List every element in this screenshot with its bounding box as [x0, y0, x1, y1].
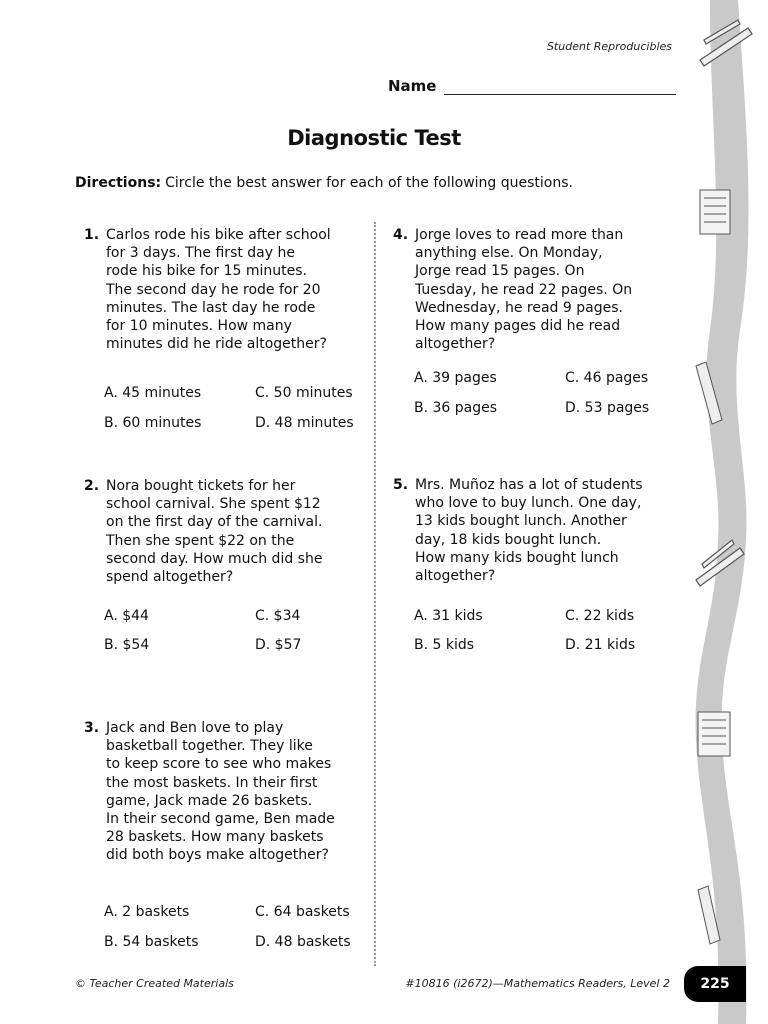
answer-option[interactable]: D. 53 pages: [565, 400, 650, 416]
question-number: 3.: [84, 720, 100, 736]
column-divider: [374, 222, 376, 966]
question-number: 4.: [393, 227, 409, 243]
answer-option[interactable]: B. 60 minutes: [104, 415, 202, 431]
answer-option[interactable]: D. 48 minutes: [255, 415, 354, 431]
question-text: Mrs. Muñoz has a lot of students who love to buy lunch. One day, 13 kids bought lunch. Another day, 18 kids bought lunch. How many kids bought lunch altogether?: [415, 477, 643, 585]
answer-option[interactable]: C. 22 kids: [565, 608, 635, 624]
header-label: Student Reproducibles: [546, 40, 672, 53]
answer-option[interactable]: B. 5 kids: [414, 637, 475, 653]
directions: [75, 175, 573, 191]
question-number: 1.: [84, 227, 100, 243]
footer-series: #10816 (i2672)—Mathematics Readers, Level 2: [405, 977, 670, 990]
answer-option[interactable]: C. 64 baskets: [255, 904, 350, 920]
name-label: Name: [388, 77, 437, 95]
answer-option[interactable]: A. 45 minutes: [104, 385, 202, 401]
answer-option[interactable]: A. $44: [104, 608, 149, 624]
question-number: 2.: [84, 478, 100, 494]
answer-option[interactable]: C. $34: [255, 608, 301, 624]
decorative-sidebar: [688, 0, 768, 1024]
question-text: Jack and Ben love to play basketball together. They like to keep score to see who makes the most baskets. In their first game, Jack made 26 baskets. In their second game, Ben made 28 baskets. How many baskets did both boys make altogether?: [106, 720, 335, 864]
question-text: Jorge loves to read more than anything else. On Monday, Jorge read 15 pages. On Tuesday, he read 22 pages. On Wednesday, he read 9 pages. How many pages did he read altogether?: [415, 227, 633, 353]
wavy-ribbon-shape: [696, 0, 749, 1024]
answer-option[interactable]: D. 48 baskets: [255, 934, 351, 950]
answer-option[interactable]: A. 2 baskets: [104, 904, 190, 920]
notebook-icon: [700, 190, 730, 234]
name-field[interactable]: [388, 77, 676, 95]
answer-option[interactable]: D. 21 kids: [565, 637, 636, 653]
notebook-icon: [698, 712, 730, 756]
page-number-badge: 225: [684, 966, 746, 1002]
question-text: Nora bought tickets for her school carnival. She spent $12 on the first day of the carnival. Then she spent $22 on the second day. How much did she spend altogether?: [106, 478, 323, 586]
answer-option[interactable]: D. $57: [255, 637, 302, 653]
answer-option[interactable]: C. 50 minutes: [255, 385, 353, 401]
answer-option[interactable]: A. 39 pages: [414, 370, 497, 386]
answer-option[interactable]: B. $54: [104, 637, 150, 653]
page-title: Diagnostic Test: [287, 126, 461, 150]
footer-copyright: © Teacher Created Materials: [75, 977, 234, 990]
answer-option[interactable]: B. 36 pages: [414, 400, 498, 416]
name-line[interactable]: [444, 80, 676, 95]
directions-label: Directions:: [75, 175, 162, 191]
answer-option[interactable]: A. 31 kids: [414, 608, 483, 624]
directions-text: Circle the best answer for each of the following questions.: [165, 175, 573, 191]
answer-option[interactable]: C. 46 pages: [565, 370, 649, 386]
question-number: 5.: [393, 477, 409, 493]
question-text: Carlos rode his bike after school for 3 days. The first day he rode his bike for 15 minutes. The second day he rode for 20 minutes. The last day he rode for 10 minutes. How many minutes did he ride altogether?: [106, 227, 331, 353]
answer-option[interactable]: B. 54 baskets: [104, 934, 199, 950]
